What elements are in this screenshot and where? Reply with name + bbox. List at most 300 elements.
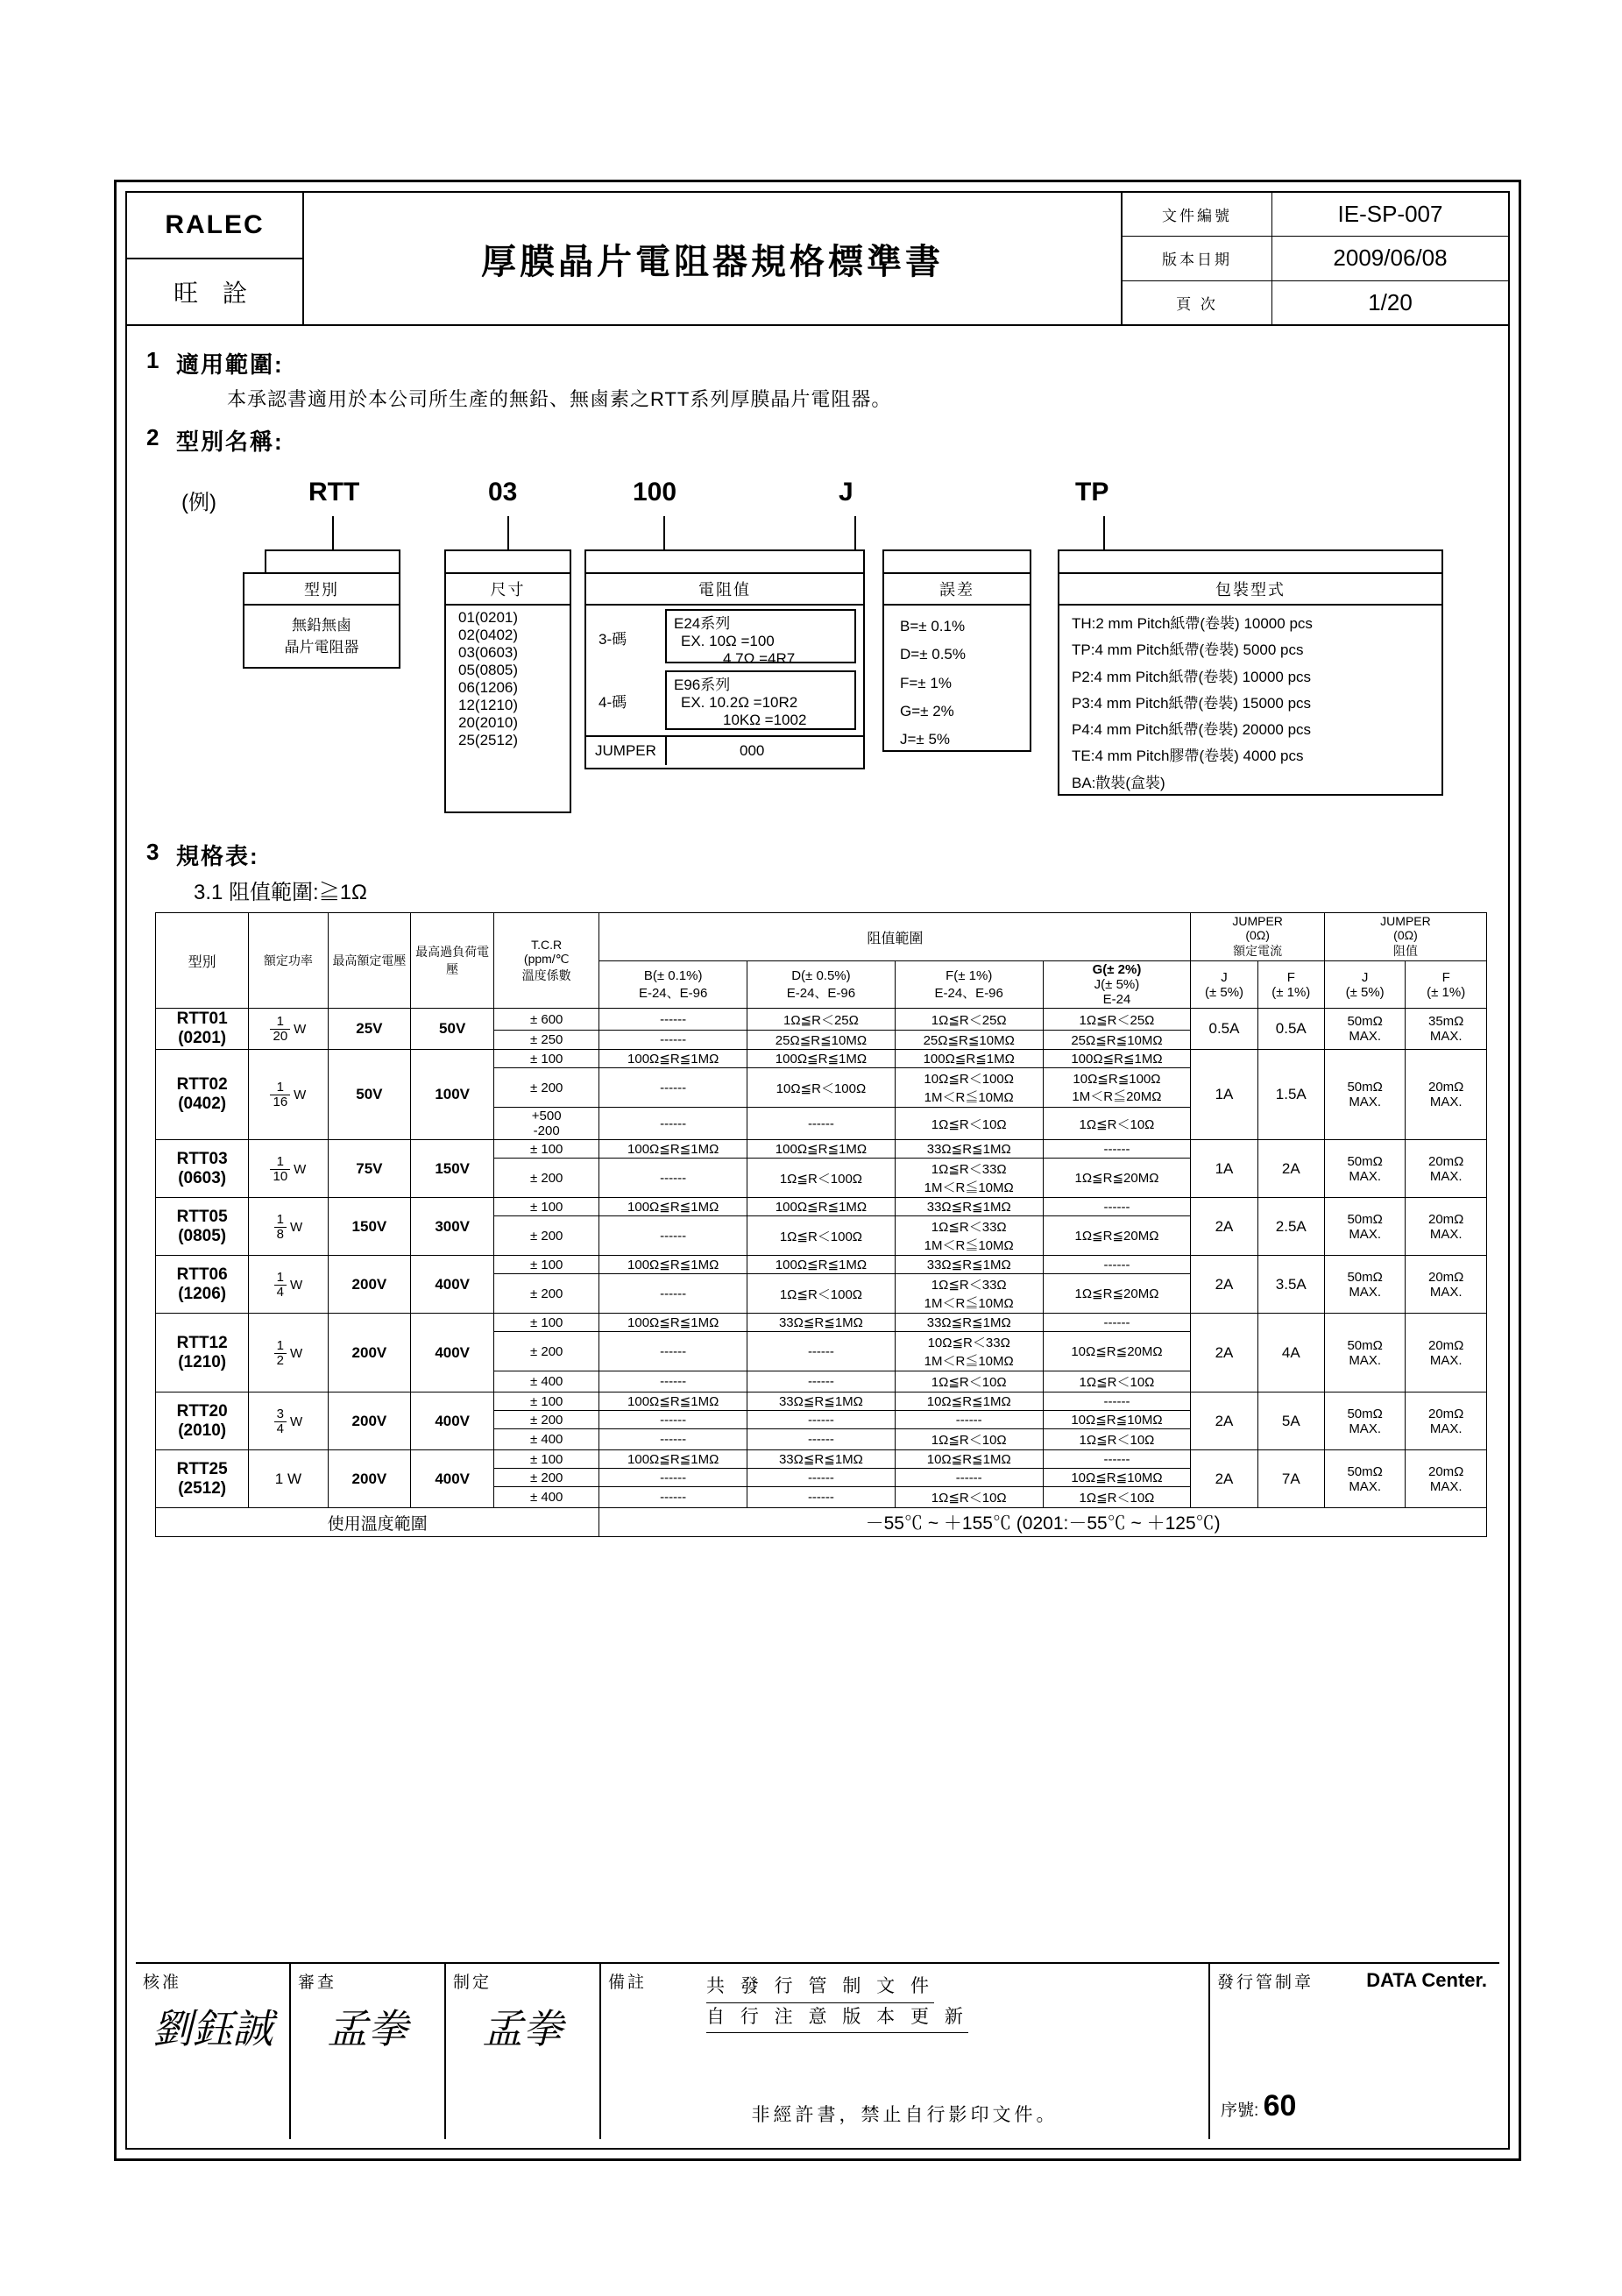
cell-range: 100Ω≦R≦1MΩ xyxy=(599,1392,747,1411)
th-col-g xyxy=(1043,961,1191,1009)
cell-model: RTT12 (1210) xyxy=(156,1314,249,1392)
resistance-code-3: 3-碼 xyxy=(599,631,627,648)
temp-range-label: 使用溫度範圍 xyxy=(156,1508,599,1537)
cell-tcr: +500 -200 xyxy=(494,1108,599,1140)
th-tcr-line2: (ppm/℃ xyxy=(523,951,570,966)
th-col-f xyxy=(895,961,1043,1009)
section-3-subtitle: 3.1 阻值範圍:≧1Ω xyxy=(194,881,367,904)
header-meta xyxy=(1121,193,1508,324)
resistance-jumper-label: JUMPER xyxy=(595,742,656,759)
cell-range: ------ xyxy=(747,1429,896,1450)
meta-key-doc-no: 文件編號 xyxy=(1123,193,1272,236)
cell-tcr: ± 100 xyxy=(494,1140,599,1159)
cell-range: 100Ω≦R≦1MΩ xyxy=(599,1140,747,1159)
cell-range: 10Ω≦R＜100Ω xyxy=(747,1068,896,1108)
cell-jumper-resistance: 50mΩ MAX. xyxy=(1324,1050,1405,1140)
table-row xyxy=(156,1450,1487,1469)
size-box xyxy=(444,572,571,813)
cell-range: ------ xyxy=(895,1469,1043,1487)
table-row xyxy=(156,1256,1487,1274)
cell-jumper-resistance: 50mΩ MAX. xyxy=(1324,1256,1405,1314)
cell-jumper-current: 5A xyxy=(1257,1392,1324,1450)
size-box-title: 尺寸 xyxy=(446,574,570,606)
connector-line-1a xyxy=(265,549,266,572)
cell-jumper-resistance: 20mΩ MAX. xyxy=(1406,1198,1487,1256)
cell-range: ------ xyxy=(1043,1392,1191,1411)
packing-box-title: 包裝型式 xyxy=(1059,574,1441,606)
cell-jumper-resistance: 20mΩ MAX. xyxy=(1406,1140,1487,1198)
naming-part-type: RTT xyxy=(308,478,360,507)
cell-jumper-resistance: 50mΩ MAX. xyxy=(1324,1198,1405,1256)
cell-range: 1Ω≦R＜33Ω 1M＜R≦10MΩ xyxy=(895,1159,1043,1198)
temp-range-value: －55℃ ~ ＋155℃ (0201:－55℃ ~ ＋125℃) xyxy=(599,1508,1487,1537)
remark-line-2: 自 行 注 意 版 本 更 新 xyxy=(706,2003,968,2034)
th-jc-f xyxy=(1257,961,1324,1009)
th-col-g-l1: G(± 2%) xyxy=(1092,962,1142,977)
cell-tcr: ± 100 xyxy=(494,1450,599,1469)
naming-boxes xyxy=(146,532,1489,830)
cell-range: 33Ω≦R≦1MΩ xyxy=(895,1140,1043,1159)
cell-range: 25Ω≦R≦10MΩ xyxy=(1043,1031,1191,1050)
cell-range: ------ xyxy=(599,1274,747,1314)
section-1-title: 適用範圍: xyxy=(176,351,284,378)
cell-range: ------ xyxy=(599,1371,747,1392)
connector-line-3h xyxy=(584,549,865,551)
th-jc-j-l1: J xyxy=(1221,969,1228,985)
cell-jumper-current: 1A xyxy=(1191,1050,1257,1140)
cell-power: $\frac{1}{4}$ W xyxy=(249,1256,328,1314)
connector-line-5h xyxy=(1058,549,1443,551)
type-box-line1: 無鉛無鹵 xyxy=(292,617,351,634)
th-tcr-line3: 溫度係數 xyxy=(521,967,571,982)
connector-line-2h xyxy=(444,549,571,551)
cell-range: ------ xyxy=(599,1031,747,1050)
cell-jumper-current: 3.5A xyxy=(1257,1256,1324,1314)
naming-part-resistance: 100 xyxy=(633,478,677,507)
cell-power: $\frac{1}{2}$ W xyxy=(249,1314,328,1392)
cell-range: 10Ω≦R＜100Ω 1M＜R≦10MΩ xyxy=(895,1068,1043,1108)
cell-jumper-resistance: 35mΩ MAX. xyxy=(1406,1009,1487,1050)
cell-range: 100Ω≦R≦1MΩ xyxy=(599,1050,747,1068)
cell-working-voltage: 200V xyxy=(328,1314,411,1392)
th-jumper-current-label: 額定電流 xyxy=(1233,944,1283,958)
connector-line-1h xyxy=(265,549,400,551)
cell-range: ------ xyxy=(1043,1450,1191,1469)
cell-range: ------ xyxy=(599,1332,747,1371)
cell-range: 25Ω≦R≦10MΩ xyxy=(895,1031,1043,1050)
resistance-jumper-divider xyxy=(665,737,667,765)
th-col-f-l2: E-24、E-96 xyxy=(934,985,1003,1001)
th-col-f-l1: F(± 1%) xyxy=(946,967,993,983)
cell-range: 1Ω≦R＜25Ω xyxy=(895,1009,1043,1031)
connector-line-3a xyxy=(584,549,586,572)
footer-remark xyxy=(601,1964,1210,2139)
meta-value-doc-no: IE-SP-007 xyxy=(1337,201,1443,228)
cell-working-voltage: 200V xyxy=(328,1450,411,1508)
packing-item-p2: P2:4 mm Pitch紙帶(卷裝) 10000 pcs xyxy=(1072,668,1312,685)
cell-working-voltage: 150V xyxy=(328,1198,411,1256)
table-row xyxy=(156,1314,1487,1332)
cell-range: ------ xyxy=(599,1469,747,1487)
cell-jumper-current: 1.5A xyxy=(1257,1050,1324,1140)
th-jr-j-l1: J xyxy=(1361,969,1369,985)
cell-tcr: ± 400 xyxy=(494,1371,599,1392)
th-col-b-l2: E-24、E-96 xyxy=(638,985,708,1001)
section-1-number: 1 xyxy=(146,347,159,373)
document-header xyxy=(127,193,1508,326)
cell-range: 1Ω≦R＜10Ω xyxy=(1043,1108,1191,1140)
section-3-title: 規格表: xyxy=(176,843,259,869)
size-item-0603: 03(0603) xyxy=(458,644,519,661)
meta-value-date: 2009/06/08 xyxy=(1333,244,1448,272)
th-jc-j-l2: (± 5%) xyxy=(1204,984,1244,1000)
footer-approve xyxy=(136,1964,291,2139)
cell-range: 1Ω≦R＜25Ω xyxy=(1043,1009,1191,1031)
cell-range: 1Ω≦R＜10Ω xyxy=(895,1108,1043,1140)
cell-jumper-resistance: 20mΩ MAX. xyxy=(1406,1314,1487,1392)
cell-range: 33Ω≦R≦1MΩ xyxy=(747,1314,896,1332)
tolerance-box-title: 誤差 xyxy=(884,574,1030,606)
cell-jumper-resistance: 50mΩ MAX. xyxy=(1324,1314,1405,1392)
cell-jumper-current: 4A xyxy=(1257,1314,1324,1392)
cell-range: ------ xyxy=(747,1469,896,1487)
connector-line-2a xyxy=(444,549,446,572)
cell-jumper-current: 2A xyxy=(1191,1256,1257,1314)
meta-row-page xyxy=(1123,281,1508,324)
cell-range: 25Ω≦R≦10MΩ xyxy=(747,1031,896,1050)
cell-range: ------ xyxy=(747,1487,896,1508)
size-item-0402: 02(0402) xyxy=(458,627,519,643)
connector-line-4b xyxy=(1030,549,1031,572)
cell-range: 1Ω≦R＜10Ω xyxy=(1043,1371,1191,1392)
resistance-box xyxy=(584,572,865,769)
cell-range: 1Ω≦R＜25Ω xyxy=(747,1009,896,1031)
cell-range: 100Ω≦R≦1MΩ xyxy=(1043,1050,1191,1068)
cell-range: 33Ω≦R≦1MΩ xyxy=(747,1450,896,1469)
cell-overload-voltage: 400V xyxy=(411,1314,494,1392)
cell-tcr: ± 400 xyxy=(494,1487,599,1508)
document-inner-border xyxy=(125,191,1510,2150)
made-signature: 孟拳 xyxy=(482,2007,563,2052)
cell-model: RTT25 (2512) xyxy=(156,1450,249,1508)
serial-value: 60 xyxy=(1263,2089,1297,2122)
cell-overload-voltage: 400V xyxy=(411,1256,494,1314)
cell-range: ------ xyxy=(1043,1314,1191,1332)
cell-tcr: ± 250 xyxy=(494,1031,599,1050)
approve-label: 核准 xyxy=(143,1974,182,1992)
size-item-0805: 05(0805) xyxy=(458,662,519,678)
cell-working-voltage: 200V xyxy=(328,1392,411,1450)
cell-model: RTT20 (2010) xyxy=(156,1392,249,1450)
tolerance-item-g: G=± 2% xyxy=(900,702,954,719)
th-power: 額定功率 xyxy=(249,913,328,1009)
cell-jumper-resistance: 50mΩ MAX. xyxy=(1324,1450,1405,1508)
connector-line-3b xyxy=(863,549,865,572)
th-model: 型別 xyxy=(156,913,249,1009)
resistance-e96-series: E96系列 xyxy=(674,677,731,693)
th-jr-f xyxy=(1406,961,1487,1009)
cell-range: ------ xyxy=(599,1216,747,1256)
section-1-heading xyxy=(146,347,1489,379)
connector-line-3 xyxy=(663,516,665,551)
th-col-g-l2: J(± 5%) xyxy=(1094,977,1140,992)
cell-tcr: ± 400 xyxy=(494,1429,599,1450)
issuer-label: 發行管制章 xyxy=(1217,1974,1314,1992)
cell-range: 1Ω≦R＜10Ω xyxy=(895,1429,1043,1450)
cell-range: 1Ω≦R≦20MΩ xyxy=(1043,1159,1191,1198)
meta-row-doc-no xyxy=(1123,193,1508,237)
cell-working-voltage: 25V xyxy=(328,1009,411,1050)
cell-range: 1Ω≦R＜100Ω xyxy=(747,1216,896,1256)
table-row xyxy=(156,1009,1487,1031)
section-3-number: 3 xyxy=(146,839,159,865)
th-jr-j xyxy=(1324,961,1405,1009)
footer-made xyxy=(446,1964,601,2139)
cell-power: $\frac{1}{10}$ W xyxy=(249,1140,328,1198)
th-jumper-resistance: JUMPER (0Ω) 阻值 xyxy=(1324,913,1486,961)
cell-tcr: ± 200 xyxy=(494,1469,599,1487)
copy-restriction-note: 非經許書，禁止自行影印文件。 xyxy=(751,2105,1059,2125)
cell-range: 10Ω≦R≦10MΩ xyxy=(1043,1469,1191,1487)
cell-range: 1Ω≦R＜33Ω 1M＜R≦10MΩ xyxy=(895,1274,1043,1314)
cell-range: 1Ω≦R＜10Ω xyxy=(1043,1429,1191,1450)
cell-range: 33Ω≦R≦1MΩ xyxy=(747,1392,896,1411)
review-signature: 孟拳 xyxy=(327,2007,408,2052)
cell-overload-voltage: 300V xyxy=(411,1198,494,1256)
meta-key-date: 版本日期 xyxy=(1123,237,1272,280)
cell-range: 10Ω≦R≦20MΩ xyxy=(1043,1332,1191,1371)
cell-tcr: ± 100 xyxy=(494,1198,599,1216)
cell-tcr: ± 200 xyxy=(494,1216,599,1256)
cell-range: ------ xyxy=(1043,1256,1191,1274)
th-col-d-l1: D(± 0.5%) xyxy=(791,967,851,983)
cell-range: ------ xyxy=(895,1411,1043,1429)
th-max-working-voltage: 最高額定電壓 xyxy=(328,913,411,1009)
cell-jumper-current: 2A xyxy=(1191,1198,1257,1256)
meta-row-date xyxy=(1123,237,1508,280)
cell-power: $\frac{1}{8}$ W xyxy=(249,1198,328,1256)
cell-range: 1Ω≦R＜10Ω xyxy=(895,1371,1043,1392)
cell-model: RTT02 (0402) xyxy=(156,1050,249,1140)
cell-power: $\frac{1}{20}$ W xyxy=(249,1009,328,1050)
table-row xyxy=(156,1140,1487,1159)
cell-tcr: ± 200 xyxy=(494,1274,599,1314)
packing-box xyxy=(1058,572,1443,796)
cell-range: 100Ω≦R≦1MΩ xyxy=(599,1314,747,1332)
cell-jumper-resistance: 20mΩ MAX. xyxy=(1406,1392,1487,1450)
cell-overload-voltage: 400V xyxy=(411,1450,494,1508)
tolerance-item-f: F=± 1% xyxy=(900,674,952,691)
cell-range: 33Ω≦R≦1MΩ xyxy=(895,1198,1043,1216)
resistance-box-title: 電阻值 xyxy=(586,574,863,606)
size-item-1206: 06(1206) xyxy=(458,679,519,696)
th-jc-j xyxy=(1191,961,1257,1009)
resistance-e24-box xyxy=(665,609,856,667)
remark-lines xyxy=(706,1973,968,2033)
section-2-title: 型別名稱: xyxy=(176,429,284,455)
company-logo xyxy=(127,193,304,324)
serial-block xyxy=(1221,2089,1296,2123)
cell-jumper-resistance: 20mΩ MAX. xyxy=(1406,1256,1487,1314)
cell-jumper-resistance: 50mΩ MAX. xyxy=(1324,1009,1405,1050)
connector-line-1 xyxy=(332,516,334,551)
made-label: 制定 xyxy=(453,1974,492,1992)
cell-tcr: ± 100 xyxy=(494,1050,599,1068)
example-label: (例) xyxy=(181,491,216,514)
th-col-d xyxy=(747,961,896,1009)
size-item-2512: 25(2512) xyxy=(458,732,519,748)
cell-range: ------ xyxy=(1043,1198,1191,1216)
cell-working-voltage: 200V xyxy=(328,1256,411,1314)
th-jumper-current: JUMPER (0Ω) 額定電流 xyxy=(1191,913,1325,961)
cell-range: ------ xyxy=(747,1411,896,1429)
connector-line-4h xyxy=(882,549,1031,551)
section-2-heading xyxy=(146,424,1489,457)
cell-range: 100Ω≦R≦1MΩ xyxy=(747,1140,896,1159)
cell-range: 1Ω≦R≦20MΩ xyxy=(1043,1274,1191,1314)
logo-text-zh: 旺 詮 xyxy=(127,258,302,324)
cell-range: ------ xyxy=(599,1108,747,1140)
cell-working-voltage: 75V xyxy=(328,1140,411,1198)
serial-label: 序號: xyxy=(1221,2101,1259,2120)
connector-line-2 xyxy=(507,516,509,551)
cell-jumper-current: 2A xyxy=(1191,1392,1257,1450)
cell-tcr: ± 100 xyxy=(494,1392,599,1411)
type-box-line2: 晶片電阻器 xyxy=(284,639,359,655)
temp-range-row xyxy=(156,1508,1487,1537)
size-item-0201: 01(0201) xyxy=(458,609,519,626)
connector-line-2b xyxy=(570,549,571,572)
cell-range: ------ xyxy=(599,1487,747,1508)
meta-key-page: 頁 次 xyxy=(1123,281,1272,324)
naming-part-tolerance: J xyxy=(839,478,853,507)
th-jc-f-l2: (± 1%) xyxy=(1271,984,1311,1000)
cell-power: 1 W xyxy=(249,1450,328,1508)
cell-jumper-current: 2A xyxy=(1257,1140,1324,1198)
packing-item-ba: BA:散裝(盒裝) xyxy=(1072,774,1165,791)
cell-range: 100Ω≦R≦1MΩ xyxy=(599,1198,747,1216)
cell-tcr: ± 100 xyxy=(494,1314,599,1332)
cell-jumper-current: 2A xyxy=(1191,1314,1257,1392)
cell-model: RTT01 (0201) xyxy=(156,1009,249,1050)
resistance-e24-ex1: EX. 10Ω =100 xyxy=(681,633,775,649)
meta-value-page: 1/20 xyxy=(1368,288,1413,315)
cell-range: 100Ω≦R≦1MΩ xyxy=(599,1256,747,1274)
type-box-title: 型別 xyxy=(244,574,399,606)
spec-table xyxy=(155,912,1487,1537)
packing-item-tp: TP:4 mm Pitch紙帶(卷裝) 5000 pcs xyxy=(1072,641,1304,659)
document-sheet xyxy=(114,180,1521,2161)
cell-power: $\frac{1}{16}$ W xyxy=(249,1050,328,1140)
cell-tcr: ± 200 xyxy=(494,1159,599,1198)
cell-range: ------ xyxy=(1043,1140,1191,1159)
connector-line-4a xyxy=(882,549,884,572)
th-tcr-line1: T.C.R xyxy=(531,937,563,952)
th-tcr xyxy=(494,913,599,1009)
cell-jumper-current: 0.5A xyxy=(1257,1009,1324,1050)
resistance-e96-ex1: EX. 10.2Ω =10R2 xyxy=(681,694,798,711)
cell-jumper-resistance: 20mΩ MAX. xyxy=(1406,1450,1487,1508)
cell-range: ------ xyxy=(747,1108,896,1140)
cell-range: 1Ω≦R＜100Ω xyxy=(747,1274,896,1314)
connector-line-5b xyxy=(1441,549,1443,572)
remark-label: 備註 xyxy=(608,1974,648,1992)
cell-range: 100Ω≦R≦1MΩ xyxy=(747,1198,896,1216)
cell-range: 10Ω≦R≦100Ω 1M＜R≦20MΩ xyxy=(1043,1068,1191,1108)
cell-jumper-resistance: 20mΩ MAX. xyxy=(1406,1050,1487,1140)
cell-range: ------ xyxy=(599,1411,747,1429)
resistance-e96-ex2: 10KΩ =1002 xyxy=(723,712,807,728)
th-col-b xyxy=(599,961,747,1009)
cell-power: $\frac{3}{4}$ W xyxy=(249,1392,328,1450)
resistance-jumper-value: 000 xyxy=(740,742,765,759)
th-max-overload-voltage: 最高過負荷電壓 xyxy=(411,913,494,1009)
cell-range: ------ xyxy=(599,1159,747,1198)
page-title: 厚膜晶片電阻器規格標準書 xyxy=(481,242,944,281)
cell-range: 1Ω≦R＜33Ω 1M＜R≦10MΩ xyxy=(895,1216,1043,1256)
connector-line-5a xyxy=(1058,549,1059,572)
cell-tcr: ± 200 xyxy=(494,1411,599,1429)
cell-tcr: ± 200 xyxy=(494,1332,599,1371)
remark-line-1: 共 發 行 管 制 文 件 xyxy=(706,1973,934,2003)
resistance-code-4: 4-碼 xyxy=(599,694,627,711)
cell-overload-voltage: 400V xyxy=(411,1392,494,1450)
cell-range: ------ xyxy=(599,1068,747,1108)
cell-model: RTT05 (0805) xyxy=(156,1198,249,1256)
cell-range: 1Ω≦R≦20MΩ xyxy=(1043,1216,1191,1256)
size-item-1210: 12(1210) xyxy=(458,697,519,713)
cell-jumper-current: 7A xyxy=(1257,1450,1324,1508)
resistance-e24-ex2: 4.7Ω =4R7 xyxy=(723,650,796,667)
cell-range: 10Ω≦R≦10MΩ xyxy=(1043,1411,1191,1429)
cell-tcr: ± 200 xyxy=(494,1068,599,1108)
logo-text-en: RALEC xyxy=(165,210,265,239)
tolerance-box xyxy=(882,572,1031,752)
tolerance-item-d: D=± 0.5% xyxy=(900,646,967,663)
cell-overload-voltage: 50V xyxy=(411,1009,494,1050)
cell-range: 100Ω≦R≦1MΩ xyxy=(895,1050,1043,1068)
review-label: 審查 xyxy=(298,1974,337,1992)
tolerance-item-j: J=± 5% xyxy=(900,731,951,748)
table-row xyxy=(156,1392,1487,1411)
tolerance-item-b: B=± 0.1% xyxy=(900,618,966,634)
cell-range: ------ xyxy=(599,1009,747,1031)
table-row xyxy=(156,1050,1487,1068)
section-1-body: 本承認書適用於本公司所生產的無鉛、無鹵素之RTT系列厚膜晶片電阻器。 xyxy=(227,388,892,410)
connector-line-4 xyxy=(854,516,856,551)
th-resistance-range: 阻值範圍 xyxy=(599,913,1191,961)
cell-overload-voltage: 150V xyxy=(411,1140,494,1198)
issuer-value: DATA Center. xyxy=(1366,1969,1487,1991)
cell-range: ------ xyxy=(747,1332,896,1371)
cell-model: RTT06 (1206) xyxy=(156,1256,249,1314)
type-box xyxy=(243,572,400,669)
cell-range: 100Ω≦R≦1MΩ xyxy=(747,1050,896,1068)
document-footer xyxy=(136,1962,1499,2139)
cell-tcr: ± 600 xyxy=(494,1009,599,1031)
footer-review xyxy=(291,1964,446,2139)
document-body xyxy=(127,326,1508,1537)
cell-jumper-current: 1A xyxy=(1191,1140,1257,1198)
cell-range: ------ xyxy=(599,1429,747,1450)
naming-part-size: 03 xyxy=(488,478,518,507)
th-jr-f-l2: (± 1%) xyxy=(1427,984,1466,1000)
cell-range: 1Ω≦R＜10Ω xyxy=(895,1487,1043,1508)
spec-table-body xyxy=(156,1009,1487,1508)
packing-item-th: TH:2 mm Pitch紙帶(卷裝) 10000 pcs xyxy=(1072,615,1313,632)
size-item-2010: 20(2010) xyxy=(458,714,519,731)
cell-jumper-current: 2A xyxy=(1191,1450,1257,1508)
